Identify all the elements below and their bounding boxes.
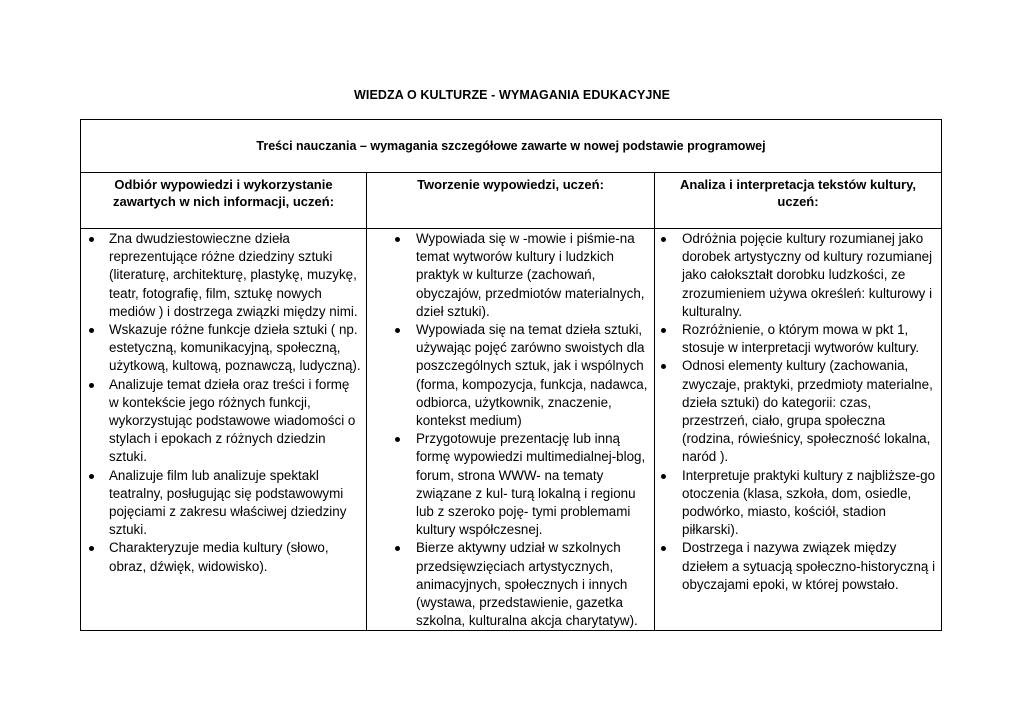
column-heading-reception bbox=[81, 173, 367, 229]
list-item bbox=[416, 430, 648, 539]
list-item bbox=[682, 539, 937, 594]
bullet-icon bbox=[89, 546, 94, 551]
list-item-text: Zna dwudziestowieczne dzieła reprezentujące różne dziedziny sztuki (literaturę, architekturę, plastykę, muzykę, teatr, fotografię, film, sztukę nowych mediów ) i dostrzega związki między nimi. bbox=[109, 231, 358, 319]
list-item-text: Analizuje film lub analizuje spektakl teatralny, posługując się podstawowymi pojęciami z zakresu właściwej dziedziny sztuki. bbox=[109, 467, 347, 538]
requirements-body-row bbox=[81, 229, 942, 631]
column-heading-analysis bbox=[655, 173, 942, 229]
list-item-text: Wypowiada się na temat dzieła sztuki, używając pojęć zarówno swoistych dla poszczególnych sztuk, jak i wspólnych (forma, kompozycja, funkcja, nadawca, odbiorca, użytkownik, znaczenie, kontekst medium) bbox=[416, 322, 648, 429]
list-item bbox=[416, 321, 648, 430]
list-item-text: Przygotowuje prezentację lub inną formę wypowiedzi multimedialnej-blog, forum, strona WWW- na tematy związane z kul- turą lokalną i regionu lub z szeroko poję- tymi problemami kultury współczesnej. bbox=[416, 431, 646, 538]
column-creation-items bbox=[367, 229, 655, 631]
column-reception-items bbox=[81, 229, 367, 631]
bullet-icon bbox=[395, 437, 400, 442]
list-item-text: Analizuje temat dzieła oraz treści i formę w kontekście jego różnych funkcji, wykorzystując podstawowe wiadomości o stylach i epokach z różnych dziedzin sztuki. bbox=[109, 376, 356, 465]
bullet-icon bbox=[89, 237, 94, 242]
list-item bbox=[109, 376, 362, 467]
list-item bbox=[682, 230, 937, 321]
bullet-icon bbox=[89, 383, 94, 388]
list-item-text: Wypowiada się w -mowie i piśmie-na temat wytworów kultury i ludzkich praktyk w kulturze (zachowań, obyczajów, przedmiotów materialnych, dzieł sztuki). bbox=[416, 231, 645, 319]
bullet-icon bbox=[89, 328, 94, 333]
column-heading-creation bbox=[367, 173, 655, 229]
bullet-list bbox=[655, 229, 941, 594]
list-item-text: Rozróżnienie, o którym mowa w pkt 1, stosuje w interpretacji wytworów kultury. bbox=[682, 322, 920, 356]
list-item-text: Wskazuje różne funkcje dzieła sztuki ( np. estetyczną, komunikacyjną, społeczną, użytkową, kultową, poznawczą, ludyczną). bbox=[109, 322, 361, 374]
list-item bbox=[682, 357, 937, 466]
bullet-icon bbox=[395, 328, 400, 333]
bullet-list bbox=[81, 229, 366, 576]
bullet-list bbox=[367, 229, 654, 630]
list-item bbox=[109, 467, 362, 540]
list-item bbox=[682, 321, 937, 357]
bullet-icon bbox=[661, 237, 666, 242]
table-header-row bbox=[81, 120, 942, 173]
list-item-text: Odnosi elementy kultury (zachowania, zwyczaje, praktyki, przedmioty materialne, dzieła sztuki) do kategorii: czas, przestrzeń, ciało, grupa społeczna (rodzina, rówieśnicy, społeczność lokalna, naród ). bbox=[682, 358, 933, 465]
column-analysis-items bbox=[655, 229, 942, 631]
list-item bbox=[109, 539, 362, 575]
bullet-icon bbox=[661, 474, 666, 479]
list-item-text: Dostrzega i nazywa związek między dziełem a sytuacją społeczno-historyczną i obyczajami epoki, w której powstało. bbox=[682, 540, 936, 592]
column-heading-text: Tworzenie wypowiedzi, uczeń: bbox=[417, 177, 604, 192]
column-heading-text: Odbiór wypowiedzi i wykorzystanie zawartych w nich informacji, uczeń: bbox=[112, 177, 335, 209]
list-item-text: Charakteryzuje media kultury (słowo, obraz, dźwięk, widowisko). bbox=[109, 540, 329, 574]
list-item bbox=[109, 230, 362, 321]
bullet-icon bbox=[661, 328, 666, 333]
list-item-text: Interpretuje praktyki kultury z najbliższe-go otoczenia (klasa, szkoła, dom, osiedle, podwórko, miasto, kościół, stadion piłkarski). bbox=[682, 467, 936, 538]
bullet-icon bbox=[661, 364, 666, 369]
list-item bbox=[416, 230, 648, 321]
list-item bbox=[682, 467, 937, 540]
document-title: WIEDZA O KULTURZE - WYMAGANIA EDUKACYJNE bbox=[353, 88, 671, 102]
column-heading-text: Analiza i interpretacja tekstów kultury, uczeń: bbox=[680, 177, 916, 209]
list-item-text: Odróżnia pojęcie kultury rozumianej jako dorobek artystyczny od kultury rozumianej jako całokształt dorobku ludzkości, ze zrozumieniem używa określeń: kulturowy i kulturalny. bbox=[682, 231, 933, 319]
bullet-icon bbox=[89, 474, 94, 479]
list-item-text: Bierze aktywny udział w szkolnych przedsięwzięciach artystycznych, animacyjnych, społecznych i innych (wystawa, przedstawienie, gazetka szkolna, kulturalna akcja charytatyw). bbox=[416, 540, 638, 629]
bullet-icon bbox=[395, 546, 400, 551]
bullet-icon bbox=[395, 237, 400, 242]
table-header: Treści nauczania – wymagania szczegółowe zawarte w nowej podstawie programowej bbox=[81, 120, 942, 173]
column-headings-row bbox=[81, 173, 942, 229]
bullet-icon bbox=[661, 546, 666, 551]
list-item bbox=[416, 539, 648, 630]
list-item bbox=[109, 321, 362, 376]
requirements-table bbox=[80, 119, 942, 631]
